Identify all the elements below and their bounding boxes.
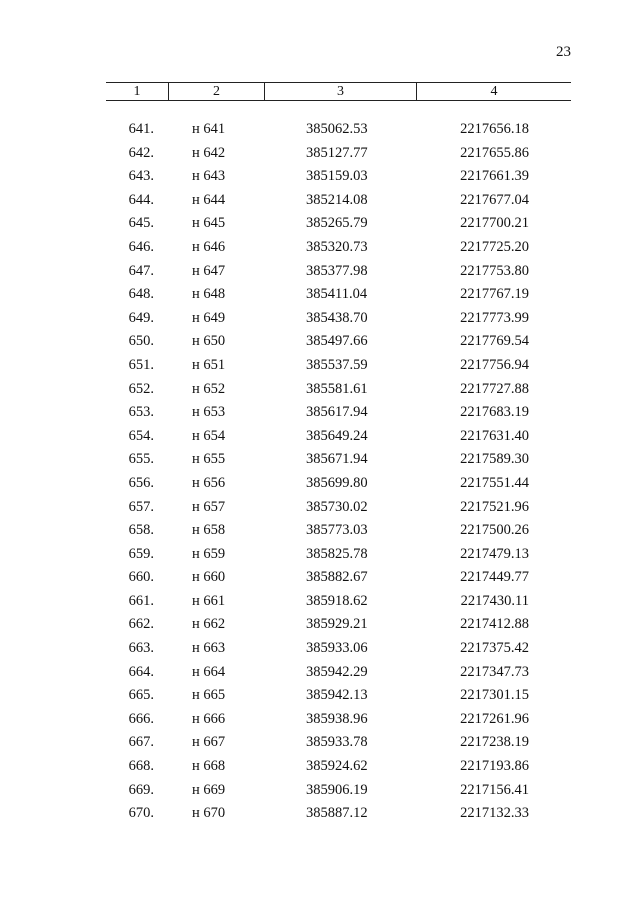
coordinate-x: 385671.94 <box>306 451 368 468</box>
table-row <box>0 355 640 379</box>
table-row <box>0 685 640 709</box>
point-id: н 652 <box>192 380 226 397</box>
row-number: 664. <box>128 663 154 680</box>
table-row <box>0 143 640 167</box>
coordinate-y: 2217521.96 <box>460 498 529 515</box>
table-row <box>0 473 640 497</box>
row-number: 655. <box>128 451 154 468</box>
row-number: 656. <box>128 474 154 491</box>
row-number: 660. <box>128 569 154 586</box>
table-row <box>0 284 640 308</box>
coordinate-x: 385649.24 <box>306 427 368 444</box>
coordinate-y: 2217156.41 <box>460 781 529 798</box>
table-row <box>0 449 640 473</box>
coordinate-x: 385938.96 <box>306 710 368 727</box>
point-id: н 669 <box>192 781 226 798</box>
row-number: 646. <box>128 238 154 255</box>
table-row <box>0 190 640 214</box>
point-id: н 645 <box>192 215 226 232</box>
table-row <box>0 567 640 591</box>
row-number: 670. <box>128 805 154 822</box>
point-id: н 662 <box>192 616 226 633</box>
coordinate-y: 2217661.39 <box>460 168 529 185</box>
coordinate-y: 2217449.77 <box>460 569 529 586</box>
point-id: н 649 <box>192 309 226 326</box>
row-number: 653. <box>128 404 154 421</box>
coordinate-x: 385942.13 <box>306 687 368 704</box>
table-row <box>0 780 640 804</box>
point-id: н 653 <box>192 404 226 421</box>
row-number: 659. <box>128 545 154 562</box>
coordinate-y: 2217347.73 <box>460 663 529 680</box>
coordinate-y: 2217551.44 <box>460 474 529 491</box>
coordinate-y: 2217261.96 <box>460 710 529 727</box>
coordinate-x: 385887.12 <box>306 805 368 822</box>
coordinate-y: 2217193.86 <box>460 758 529 775</box>
point-id: н 650 <box>192 333 226 350</box>
coordinate-x: 385918.62 <box>306 592 368 609</box>
coordinate-x: 385062.53 <box>306 121 368 137</box>
row-number: 648. <box>128 286 154 303</box>
table-row <box>0 308 640 332</box>
coordinate-y: 2217725.20 <box>460 238 529 255</box>
coordinate-x: 385497.66 <box>306 333 368 350</box>
coordinate-y: 2217301.15 <box>460 687 529 704</box>
table-row <box>0 732 640 756</box>
point-id: н 663 <box>192 640 226 657</box>
coordinate-x: 385438.70 <box>306 309 368 326</box>
table-row <box>0 520 640 544</box>
coordinate-x: 385933.78 <box>306 734 368 751</box>
point-id: н 654 <box>192 427 226 444</box>
row-number: 662. <box>128 616 154 633</box>
row-number: 652. <box>128 380 154 397</box>
point-id: н 655 <box>192 451 226 468</box>
row-number: 668. <box>128 758 154 775</box>
coordinate-x: 385377.98 <box>306 262 368 279</box>
coordinate-x: 385581.61 <box>306 380 368 397</box>
table-row <box>0 166 640 190</box>
table-row <box>0 331 640 355</box>
column-header-3: 3 <box>265 83 417 100</box>
table-row <box>0 591 640 615</box>
point-id: н 647 <box>192 262 226 279</box>
coordinate-y: 2217375.42 <box>460 640 529 657</box>
row-number: 643. <box>128 168 154 185</box>
coordinate-y: 2217500.26 <box>460 522 529 539</box>
point-id: н 646 <box>192 238 226 255</box>
row-number: 641. <box>128 121 154 137</box>
point-id: н 668 <box>192 758 226 775</box>
coordinate-y: 2217412.88 <box>460 616 529 633</box>
row-number: 654. <box>128 427 154 444</box>
table-row <box>0 426 640 450</box>
point-id: н 648 <box>192 286 226 303</box>
coordinate-x: 385924.62 <box>306 758 368 775</box>
coordinate-x: 385320.73 <box>306 238 368 255</box>
coordinate-x: 385699.80 <box>306 474 368 491</box>
row-number: 661. <box>128 592 154 609</box>
row-number: 657. <box>128 498 154 515</box>
table-row <box>0 709 640 733</box>
row-number: 651. <box>128 356 154 373</box>
table-row <box>0 638 640 662</box>
point-id: н 664 <box>192 663 226 680</box>
table-body <box>0 119 640 827</box>
coordinate-y: 2217767.19 <box>460 286 529 303</box>
coordinate-y: 2217773.99 <box>460 309 529 326</box>
point-id: н 660 <box>192 569 226 586</box>
coordinate-x: 385929.21 <box>306 616 368 633</box>
point-id: н 667 <box>192 734 226 751</box>
table-header <box>106 82 571 101</box>
point-id: н 661 <box>192 592 226 609</box>
coordinate-x: 385730.02 <box>306 498 368 515</box>
row-number: 650. <box>128 333 154 350</box>
point-id: н 651 <box>192 356 226 373</box>
row-number: 647. <box>128 262 154 279</box>
point-id: н 641 <box>192 121 226 137</box>
coordinate-y: 2217700.21 <box>460 215 529 232</box>
table-row <box>0 237 640 261</box>
table-row <box>0 261 640 285</box>
coordinate-x: 385537.59 <box>306 356 368 373</box>
point-id: н 644 <box>192 191 226 208</box>
point-id: н 643 <box>192 168 226 185</box>
coordinate-y: 2217727.88 <box>460 380 529 397</box>
point-id: н 642 <box>192 144 226 161</box>
coordinate-x: 385942.29 <box>306 663 368 680</box>
coordinate-y: 2217753.80 <box>460 262 529 279</box>
coordinate-x: 385773.03 <box>306 522 368 539</box>
coordinate-y: 2217238.19 <box>460 734 529 751</box>
coordinate-y: 2217655.86 <box>460 144 529 161</box>
table-row <box>0 213 640 237</box>
coordinate-x: 385411.04 <box>306 286 368 303</box>
coordinate-x: 385214.08 <box>306 191 368 208</box>
coordinate-x: 385933.06 <box>306 640 368 657</box>
row-number: 645. <box>128 215 154 232</box>
coordinate-y: 2217683.19 <box>460 404 529 421</box>
coordinate-x: 385825.78 <box>306 545 368 562</box>
coordinate-x: 385906.19 <box>306 781 368 798</box>
column-header-4: 4 <box>490 84 498 99</box>
coordinate-x: 385617.94 <box>306 404 368 421</box>
coordinate-y: 2217756.94 <box>460 356 529 373</box>
row-number: 665. <box>128 687 154 704</box>
coordinate-y: 2217631.40 <box>460 427 529 444</box>
coordinate-y: 2217479.13 <box>460 545 529 562</box>
point-id: н 658 <box>192 522 226 539</box>
coordinate-x: 385265.79 <box>306 215 368 232</box>
row-number: 669. <box>128 781 154 798</box>
coordinate-y: 2217132.33 <box>460 805 529 822</box>
table-row <box>0 119 640 143</box>
coordinate-y: 2217656.18 <box>460 121 529 137</box>
table-row <box>0 544 640 568</box>
coordinate-x: 385159.03 <box>306 168 368 185</box>
row-number: 667. <box>128 734 154 751</box>
row-number: 644. <box>128 191 154 208</box>
row-number: 663. <box>128 640 154 657</box>
table-row <box>0 614 640 638</box>
page-number: 23 <box>556 44 571 60</box>
point-id: н 665 <box>192 687 226 704</box>
point-id: н 666 <box>192 710 226 727</box>
table-row <box>0 662 640 686</box>
coordinate-y: 2217769.54 <box>460 333 529 350</box>
coordinate-x: 385882.67 <box>306 569 368 586</box>
row-number: 658. <box>128 522 154 539</box>
coordinate-y: 2217677.04 <box>460 191 529 208</box>
row-number: 666. <box>128 710 154 727</box>
table-row <box>0 803 640 827</box>
table-row <box>0 756 640 780</box>
point-id: н 670 <box>192 805 226 822</box>
table-row <box>0 379 640 403</box>
table-row <box>0 402 640 426</box>
table-row <box>0 497 640 521</box>
row-number: 649. <box>128 309 154 326</box>
column-header-2: 2 <box>169 83 265 100</box>
point-id: н 657 <box>192 498 226 515</box>
coordinate-y: 2217589.30 <box>460 451 529 468</box>
coordinate-x: 385127.77 <box>306 144 368 161</box>
point-id: н 659 <box>192 545 226 562</box>
point-id: н 656 <box>192 474 226 491</box>
row-number: 642. <box>128 144 154 161</box>
coordinate-y: 2217430.11 <box>460 592 529 609</box>
column-header-1: 1 <box>106 83 169 100</box>
